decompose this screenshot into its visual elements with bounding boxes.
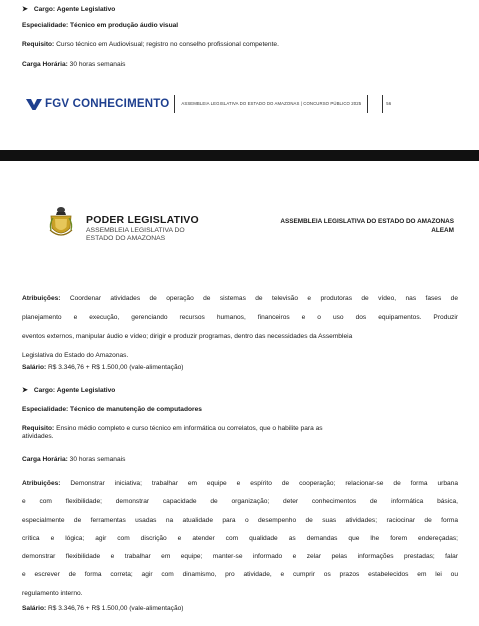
cargo-heading-top: ➤ Cargo: Agente Legislativo [22, 6, 116, 13]
arrow-bullet-icon: ➤ [22, 387, 28, 394]
header-right-line2: ALEAM [431, 226, 454, 234]
atribuicoes-section1: Atribuições: Coordenar atividades de operação de sistemas de televisão e produtoras de vídeo, nas fases de planejamento e execução, gerenciando recursos humanos, financeiros e o uso dos equipamentos. Produzir eventos externos, manipular áudio e vídeo; dirigir e produzir programas, dentro das necessidades da Assembleia Legislativa do Estado do Amazonas. [22, 295, 458, 359]
especialidade-section2: Especialidade: Técnico de manutenção de computadores [22, 406, 202, 413]
footer-info: ASSEMBLEIA LEGISLATIVA DO ESTADO DO AMAZONAS | CONCURSO PÚBLICO 2025 [181, 101, 362, 107]
carga-horaria-section2: Carga Horária: 30 horas semanais [22, 456, 126, 463]
header-right [280, 218, 454, 235]
salario-section2: Salário: R$ 3.346,76 + R$ 1.500,00 (vale-alimentação) [22, 605, 184, 612]
poder-subtitle-2: ESTADO DO AMAZONAS [86, 234, 166, 242]
coat-of-arms-icon [48, 206, 74, 240]
fgv-logo: FGV CONHECIMENTO [26, 97, 169, 111]
fgv-chevron-icon [26, 99, 42, 110]
page-separator-band [0, 150, 479, 161]
footer-divider [367, 95, 368, 113]
requisito-section2: Requisito: Ensino médio completo e curso técnico em informática ou correlatos, que o habilite para as atividades. [22, 425, 323, 441]
carga-horaria-top: Carga Horária: 30 horas semanais [22, 61, 126, 68]
poder-legislativo-block [86, 214, 199, 242]
atribuicoes-section2: Atribuições: Demonstrar iniciativa; trabalhar em equipe e espírito de cooperação; relacionar-se de forma urbana e com flexibilidade; demonstrar capacidade de organização; deter conhecimentos de informática básica, especialmente de ferramentas usadas na atualidade para o desempenho de suas atividades; raciocinar de forma crítica e lógica; agir com discrição e atender com qualidade as demandas que lhe forem endereçadas; demonstrar flexibilidade e trabalhar em equipe; manter-se informado e zelar pelas informações prestadas; falar e escrever de forma correta; agir com dinamismo, pro atividade, e cumprir os prazos estabelecidos em lei ou regulamento interno. [22, 480, 458, 597]
poder-subtitle-1: ASSEMBLEIA LEGISLATIVA DO [86, 227, 185, 235]
page-number: 56 [386, 101, 392, 107]
header-right-line1: ASSEMBLEIA LEGISLATIVA DO ESTADO DO AMAZONAS [280, 218, 454, 225]
page-footer [26, 95, 391, 113]
especialidade-top: Especialidade: Técnico em produção áudio visual [22, 22, 179, 29]
requisito-top: Requisito: Curso técnico em Audiovisual; registro no conselho profissional competente. [22, 41, 279, 48]
arrow-bullet-icon: ➤ [22, 6, 28, 13]
seal-logo [48, 206, 74, 243]
salario-section1: Salário: R$ 3.346,76 + R$ 1.500,00 (vale-alimentação) [22, 364, 184, 371]
cargo-heading-section2: ➤ Cargo: Agente Legislativo [22, 387, 116, 394]
footer-divider [174, 95, 175, 113]
poder-title: PODER LEGISLATIVO [86, 214, 199, 226]
footer-divider [382, 95, 383, 113]
